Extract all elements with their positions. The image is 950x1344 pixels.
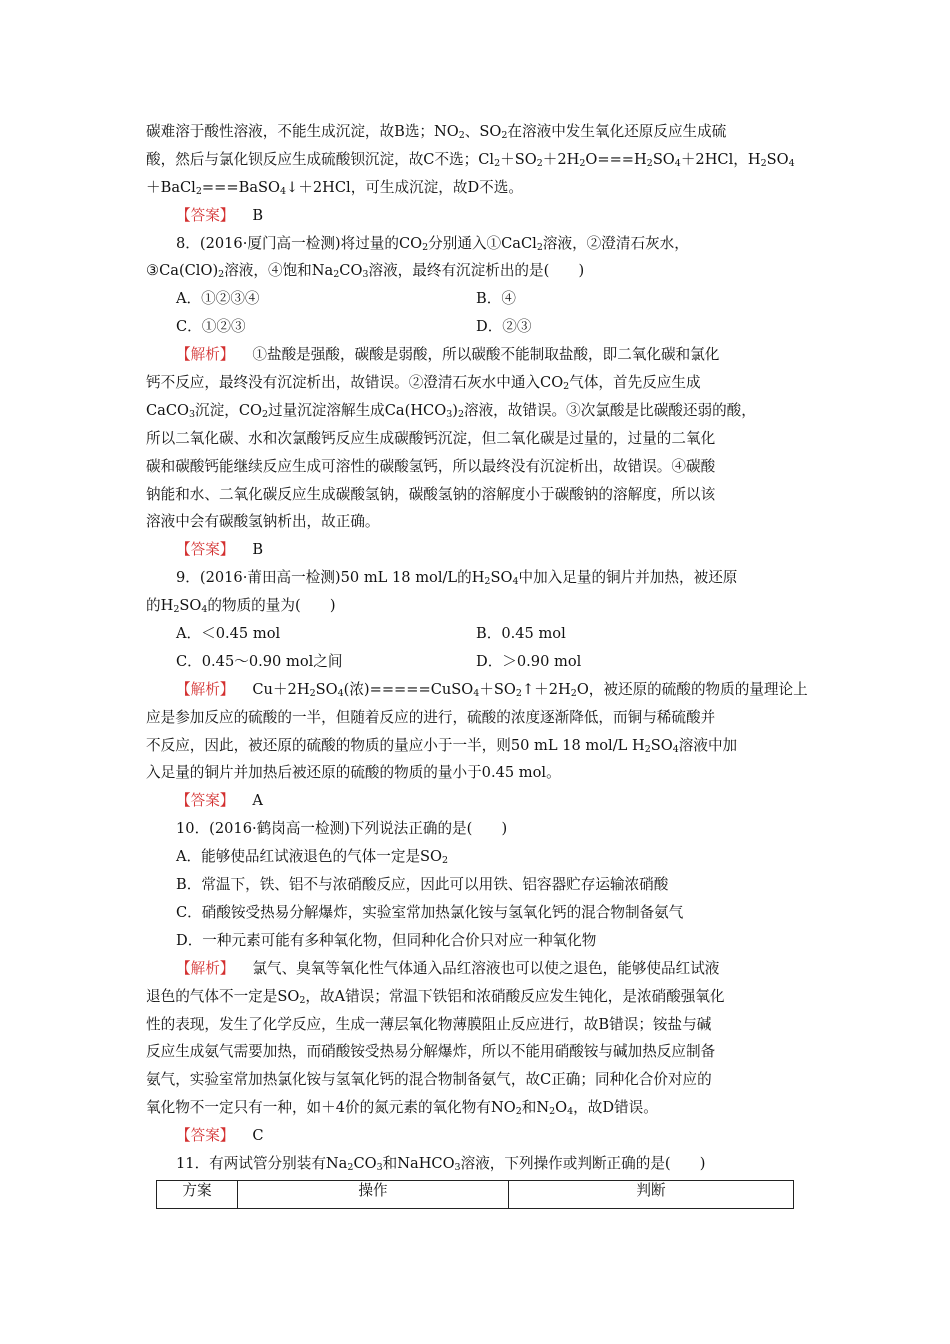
q10-analysis-line: 性的表现，发生了化学反应，生成一薄层氧化物薄膜阻止反应进行，故B错误；铵盐与碱 bbox=[146, 1015, 712, 1033]
intro-paragraph bbox=[146, 118, 806, 202]
q8-analysis-line: CaCO$_3$沉淀，$CO_2$过量沉淀溶解生成$Ca(HCO_3)_2$溶液，故错误。③次氯酸是比碳酸还弱的酸， bbox=[146, 401, 756, 420]
q10-analysis bbox=[146, 955, 806, 1122]
q9-option-d: D．＞0.90 mol bbox=[476, 652, 582, 670]
q8-stem-line: 8．(2016·厦门高一检测)将过量的$CO_2$分别通入①CaCl$_2$溶液，②澄清石灰水， bbox=[176, 234, 689, 253]
q9-option-c: C．0.45～0.90 mol之间 bbox=[176, 652, 343, 670]
q9-answer-line bbox=[146, 787, 806, 815]
q8-analysis bbox=[146, 341, 806, 536]
analysis-tag: 【解析】 bbox=[176, 346, 235, 364]
q8-options-row1 bbox=[146, 285, 806, 313]
q9-option-b: B．0.45 mol bbox=[476, 625, 566, 643]
q7-answer-line bbox=[146, 202, 806, 230]
answer-tag: 【答案】 bbox=[176, 1127, 235, 1145]
q10-option-c: C．硝酸铵受热易分解爆炸，实验室常加热氯化铵与氢氧化钙的混合物制备氨气 bbox=[176, 903, 684, 921]
q10-analysis-line: 反应生成氨气需要加热，而硝酸铵受热易分解爆炸，所以不能用硝酸铵与碱加热反应制备 bbox=[146, 1043, 716, 1061]
q9-options-row1 bbox=[146, 620, 806, 648]
analysis-tag: 【解析】 bbox=[176, 959, 235, 977]
q9-analysis-line: 应是参加反应的硫酸的一半，但随着反应的进行，硫酸的浓度逐渐降低，而铜与稀硫酸并 bbox=[146, 708, 716, 726]
q10-analysis-line: 氨气，实验室常加热氯化铵与氢氧化钙的混合物制备氨气，故C正确；同种化合价对应的 bbox=[146, 1071, 712, 1089]
answer-tag: 【答案】 bbox=[176, 206, 235, 224]
q10-analysis-line: 氧化物不一定只有一种，如＋4价的氮元素的氧化物有$NO_2$和$N_2O_4$，故D错误。 bbox=[146, 1099, 658, 1118]
q8-option-c: C．①②③ bbox=[176, 318, 246, 336]
intro-line: 酸，然后与氯化钡反应生成硫酸钡沉淀，故C不选；$Cl_2+SO_2+2H_2O===H_2SO_4+2HCl$，$H_2SO_4$ bbox=[146, 150, 795, 169]
q8-analysis-line: 所以二氧化碳、水和次氯酸钙反应生成碳酸钙沉淀，但二氧化碳是过量的，过量的二氧化 bbox=[146, 429, 716, 447]
q8-option-a: A．①②③④ bbox=[176, 290, 260, 308]
q8-answer: B bbox=[252, 541, 264, 559]
q10-stem-line: 10．(2016·鹤岗高一检测)下列说法正确的是( ) bbox=[176, 820, 508, 838]
q10-option-b: B．常温下，铁、铝不与浓硝酸反应，因此可以用铁、铝容器贮存运输浓硝酸 bbox=[176, 876, 669, 894]
q11-stem-line: 11．有两试管分别装有$Na_2CO_3$和NaHCO$_3$溶液，下列操作或判断正确的是( ) bbox=[176, 1154, 706, 1173]
q8-analysis-line: 钠能和水、二氧化碳反应生成碳酸氢钠，碳酸氢钠的溶解度小于碳酸钠的溶解度，所以该 bbox=[146, 485, 716, 503]
answer-tag: 【答案】 bbox=[176, 541, 235, 559]
q9-option-a: A．＜0.45 mol bbox=[176, 625, 281, 643]
table-header-operation: 操作 bbox=[238, 1181, 509, 1209]
answer-tag: 【答案】 bbox=[176, 792, 235, 810]
q8-option-d: D．②③ bbox=[476, 318, 532, 336]
q8-analysis-line: 溶液中会有碳酸氢钠析出，故正确。 bbox=[146, 513, 380, 531]
q9-options-row2 bbox=[146, 648, 806, 676]
table-header-judgment: 判断 bbox=[509, 1181, 794, 1209]
q9-analysis bbox=[146, 676, 806, 788]
q8-analysis-line: 【解析】 ①盐酸是强酸，碳酸是弱酸，所以碳酸不能制取盐酸，即二氧化碳和氯化 bbox=[176, 346, 720, 364]
q8-option-b: B．④ bbox=[476, 290, 516, 308]
q9-analysis-line: 入足量的铜片并加热后被还原的硫酸的物质的量小于0.45 mol。 bbox=[146, 764, 561, 782]
q11-stem bbox=[146, 1150, 806, 1178]
q8-stem bbox=[146, 230, 806, 286]
q8-stem-line: $③Ca(ClO)_2$溶液，④饱和$Na_2CO_3$溶液，最终有沉淀析出的是( ) bbox=[146, 262, 585, 281]
q10-answer: C bbox=[252, 1127, 264, 1145]
q10-answer-line bbox=[146, 1122, 806, 1150]
q10-option-a: A．能够使品红试液退色的气体一定是$SO_2$ bbox=[176, 848, 449, 867]
intro-line: 碳难溶于酸性溶液，不能生成沉淀，故B选；$NO_2$、$SO_2$在溶液中发生氧化还原反应生成硫 bbox=[146, 123, 727, 141]
q9-stem-line: 9．(2016·莆田高一检测)50 mL 18 mol/L的$H_2SO_4$中加入足量的铜片并加热，被还原 bbox=[176, 569, 738, 588]
q8-analysis-line: 碳和碳酸钙能继续反应生成可溶性的碳酸氢钙，所以最终没有沉淀析出，故错误。④碳酸 bbox=[146, 457, 716, 475]
q9-answer: A bbox=[252, 792, 263, 810]
q10-option-d: D．一种元素可能有多种氧化物，但同种化合价只对应一种氧化物 bbox=[176, 931, 597, 949]
q9-stem-line: 的$H_2SO_4$的物质的量为( ) bbox=[146, 597, 336, 616]
q11-table bbox=[156, 1180, 794, 1209]
q9-analysis-line: 【解析】 $Cu+2H_2SO_4$(浓)$=====CuSO_4+SO_2↑+2H_2O$，被还原的硫酸的物质的量理论上 bbox=[176, 680, 808, 699]
table-header-row bbox=[157, 1181, 794, 1209]
table-header-scheme: 方案 bbox=[157, 1181, 238, 1209]
q10-stem bbox=[146, 815, 806, 843]
analysis-tag: 【解析】 bbox=[176, 680, 235, 698]
document-body bbox=[146, 118, 806, 1178]
q8-options-row2 bbox=[146, 313, 806, 341]
q10-options bbox=[146, 843, 806, 955]
q9-analysis-line: 不反应，因此，被还原的硫酸的物质的量应小于一半，则50 mL 18 mol/L $H_2SO_4$溶液中加 bbox=[146, 736, 738, 755]
q10-analysis-line: 退色的气体不一定是$SO_2$，故A错误；常温下铁铝和浓硝酸反应发生钝化，是浓硝酸强氧化 bbox=[146, 987, 725, 1006]
q7-answer: B bbox=[252, 206, 264, 224]
q8-answer-line bbox=[146, 536, 806, 564]
intro-line: ＋BaCl$_2$===BaSO$_4$↓＋2HCl，可生成沉淀，故D不选。 bbox=[146, 178, 523, 197]
q10-analysis-line: 【解析】 氯气、臭氧等氧化性气体通入品红溶液也可以使之退色，能够使品红试液 bbox=[176, 959, 720, 977]
q8-analysis-line: 钙不反应，最终没有沉淀析出，故错误。②澄清石灰水中通入$CO_2$气体，首先反应生成 bbox=[146, 374, 701, 393]
q9-stem bbox=[146, 564, 806, 620]
